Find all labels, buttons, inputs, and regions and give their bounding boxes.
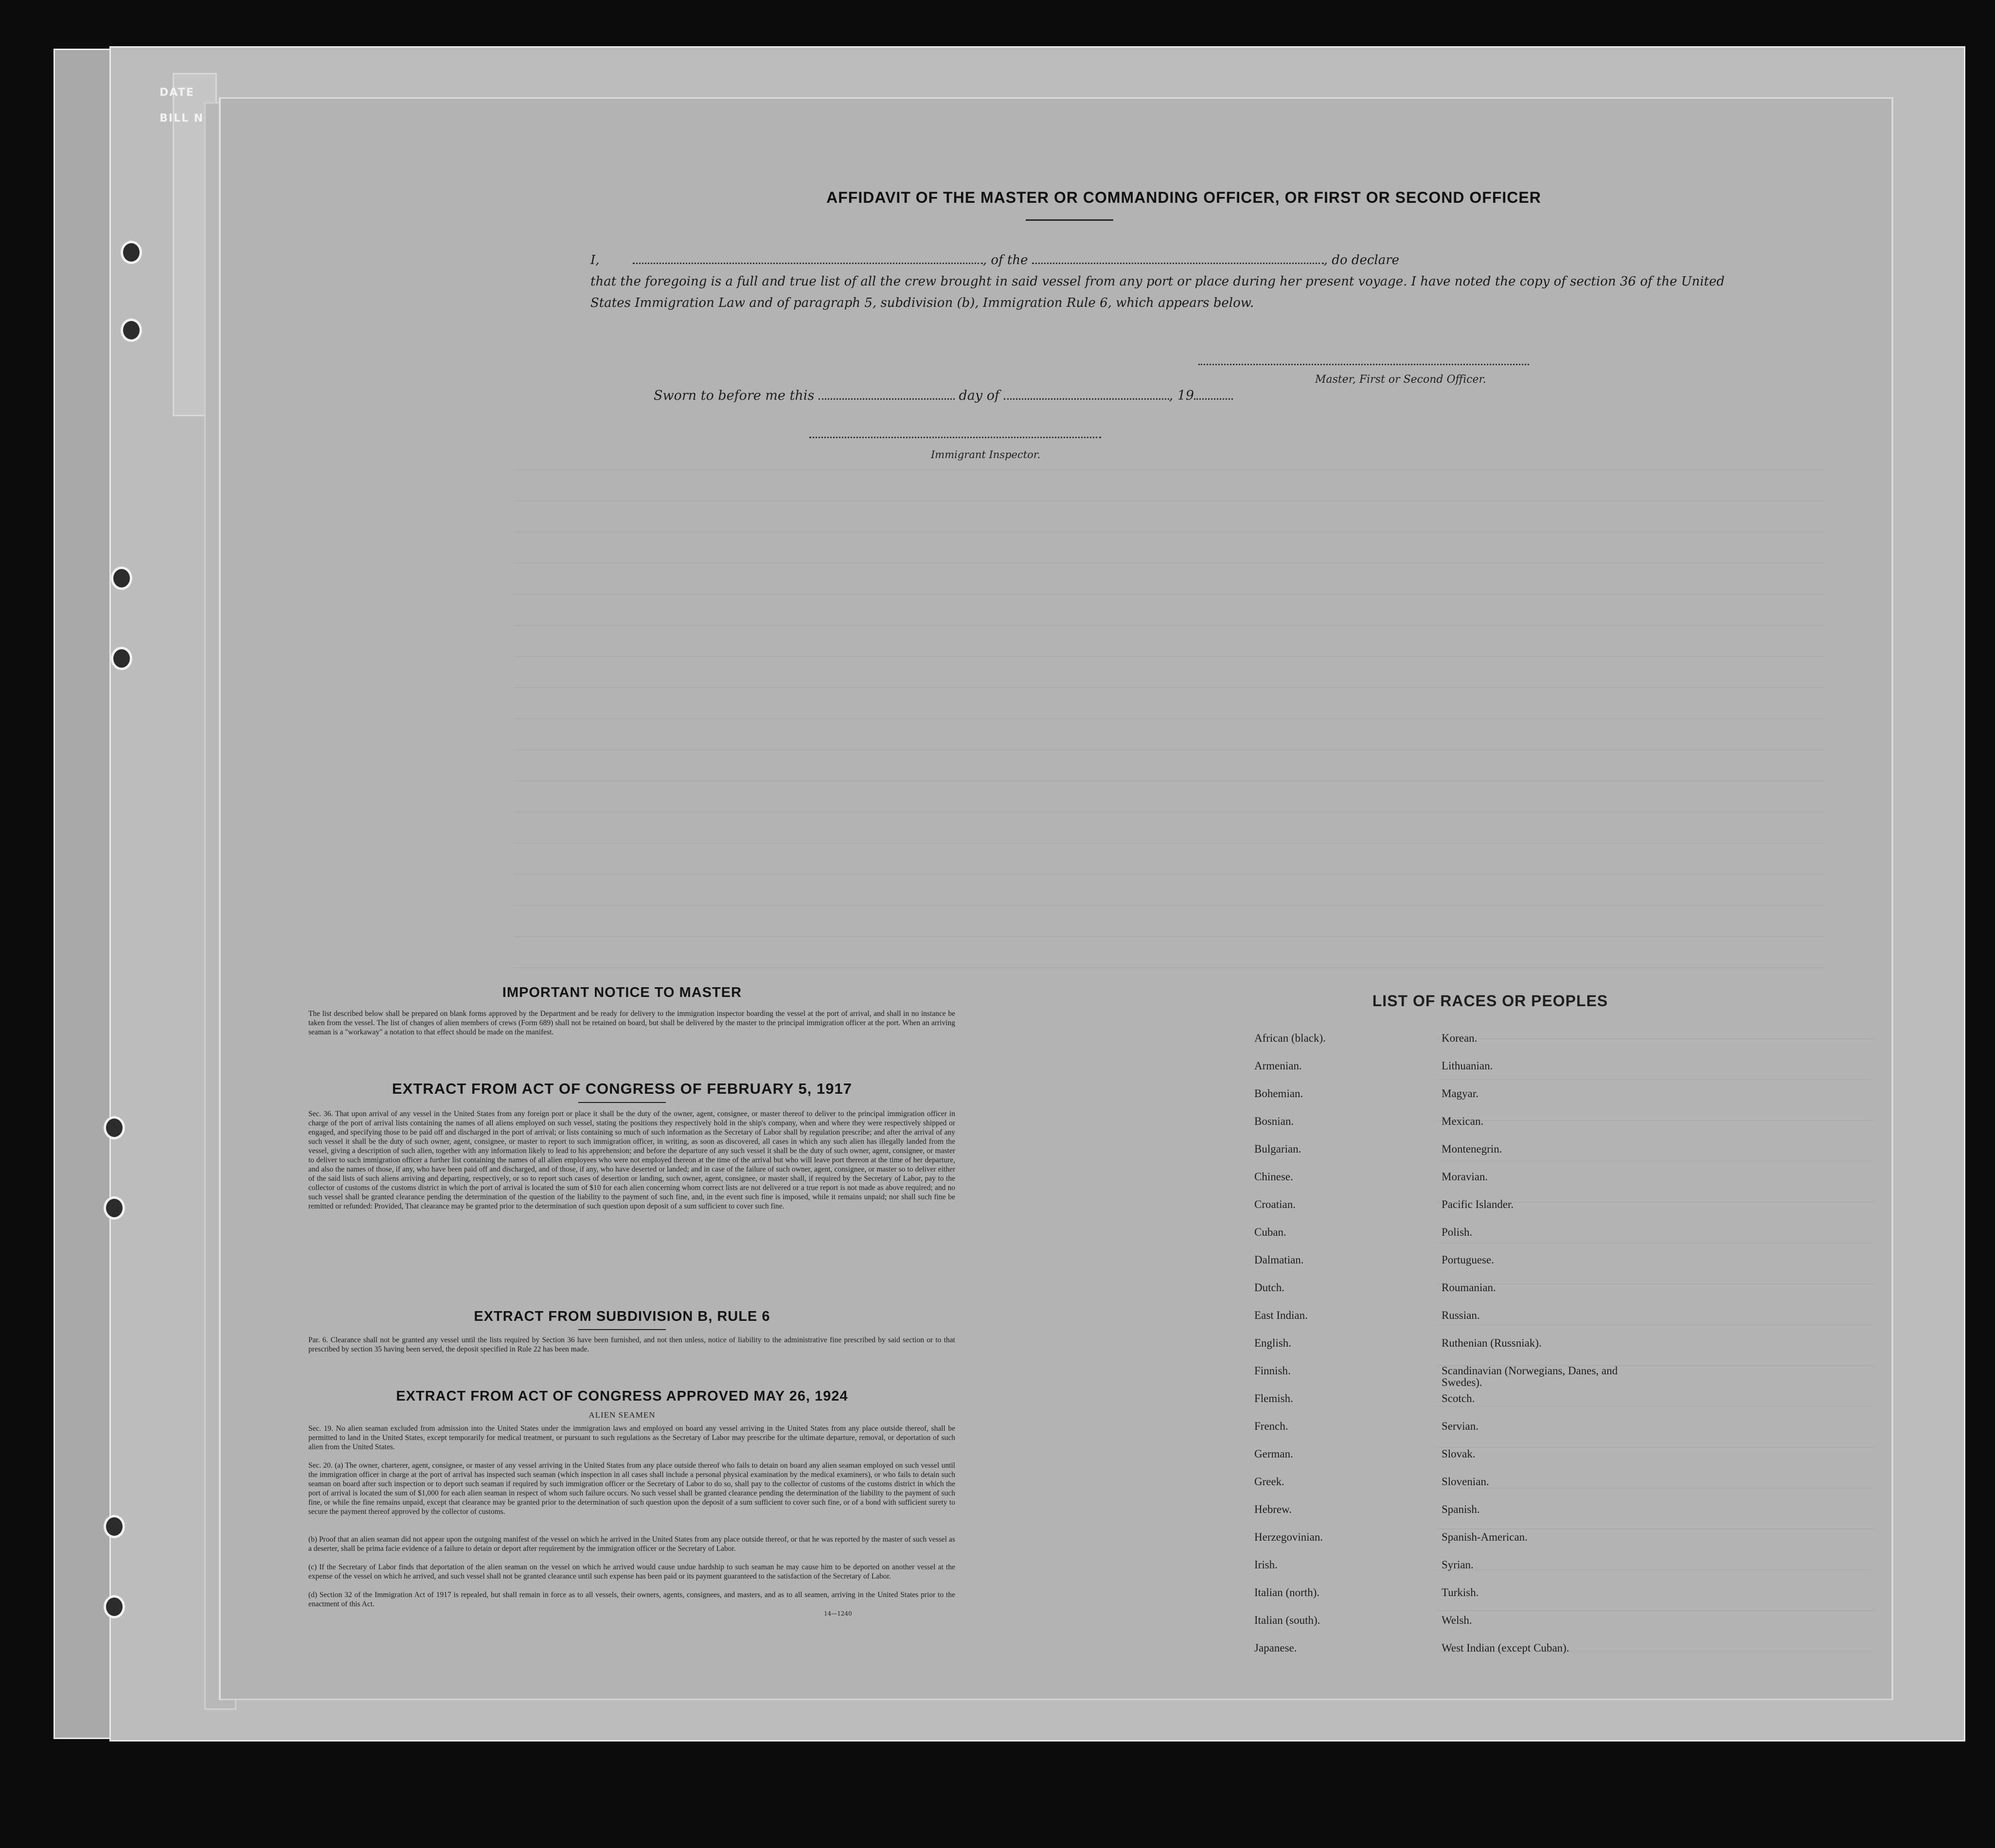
year-prefix: , 19 bbox=[1169, 388, 1194, 403]
race-item: Bohemian. bbox=[1254, 1087, 1303, 1100]
binder-hole-icon bbox=[121, 241, 142, 264]
extract-rule6-title: EXTRACT FROM SUBDIVISION B, RULE 6 bbox=[474, 1309, 770, 1324]
notice-body: The list described below shall be prepared on blank forms approved by the Department and be ready for delivery to the immigration inspector boarding the vessel at the port of arrival, and shall in no instance be taken from the vessel. The list of changes of alien members of crews (Form 689) shall not be retained on board, but shall be delivered by the master to the principal immigration officer at the port. When an arriving seaman is a "workaway" a notation to that effect should be made on the manifest. bbox=[308, 1010, 955, 1036]
binder-hole-icon bbox=[104, 1196, 125, 1220]
day-of-label: day of bbox=[959, 388, 999, 403]
race-item: Roumanian. bbox=[1442, 1281, 1496, 1294]
notice-title: IMPORTANT NOTICE TO MASTER bbox=[502, 985, 742, 1000]
extract-1924-sec20d: (d) Section 32 of the Immigration Act of 1917 is repealed, but shall remain in force as to all vessels, their owners, agents, consignees, and masters, and as to all seamen, arriving in the United States prior to the enactment of this Act. bbox=[308, 1591, 955, 1608]
extract-1924-sec20b: (b) Proof that an alien seaman did not appear upon the outgoing manifest of the vessel on which he arrived in the United States from any place outside thereof, or that he was reported by the master of such vessel as a deserter, shall be prima facie evidence of a failure to detain or deport after requirement by the immigration officer or the Secretary of Labor. bbox=[308, 1535, 955, 1553]
race-item: Korean. bbox=[1442, 1032, 1478, 1044]
affidavit-body bbox=[590, 249, 1738, 314]
race-item: Pacific Islander. bbox=[1442, 1198, 1514, 1210]
sworn-line bbox=[654, 388, 1233, 403]
race-item: Italian (south). bbox=[1254, 1614, 1320, 1626]
affidavit-of-the: , of the bbox=[982, 253, 1028, 267]
binder-hole-icon bbox=[104, 1116, 125, 1139]
race-item: Portuguese. bbox=[1442, 1254, 1494, 1266]
race-item: Magyar. bbox=[1442, 1087, 1479, 1100]
race-item: Polish. bbox=[1442, 1226, 1473, 1238]
month-blank[interactable] bbox=[1004, 389, 1169, 400]
inspector-signature-line[interactable] bbox=[809, 437, 1101, 438]
extract-1917-title: EXTRACT FROM ACT OF CONGRESS OF FEBRUARY 5, 1917 bbox=[392, 1080, 852, 1097]
race-item: Scotch. bbox=[1442, 1392, 1475, 1404]
binder-hole-icon bbox=[104, 1515, 125, 1538]
race-item: German. bbox=[1254, 1448, 1293, 1460]
binder-hole-icon bbox=[111, 567, 132, 590]
affidavit-title: AFFIDAVIT OF THE MASTER OR COMMANDING OFFICER, OR FIRST OR SECOND OFFICER bbox=[826, 189, 1541, 206]
race-item: Hebrew. bbox=[1254, 1503, 1292, 1515]
race-item: Armenian. bbox=[1254, 1060, 1302, 1072]
race-item: French. bbox=[1254, 1420, 1288, 1432]
race-item: Irish. bbox=[1254, 1559, 1278, 1571]
race-item: Dalmatian. bbox=[1254, 1254, 1304, 1266]
race-item: Mexican. bbox=[1442, 1115, 1484, 1127]
binder-hole-icon bbox=[111, 647, 132, 670]
race-item: Italian (north). bbox=[1254, 1586, 1320, 1599]
extract-1924-sec20c: (c) If the Secretary of Labor finds that deportation of the alien seaman on the vessel on which he arrived would cause undue hardship to such seaman he may cause him to be deported on another vessel at the expense of the vessel on which he arrived, and such vessel shall not be granted clearance until such expense has been paid or its payment guaranteed to the satisfaction of the Secretary of Labor. bbox=[308, 1563, 955, 1581]
race-item: Japanese. bbox=[1254, 1642, 1297, 1654]
extract-1924-title: EXTRACT FROM ACT OF CONGRESS APPROVED MAY 26, 1924 bbox=[396, 1388, 848, 1404]
alien-seamen-subtitle: ALIEN SEAMEN bbox=[588, 1410, 656, 1420]
manifest-page bbox=[219, 97, 1893, 1700]
race-item: Slovenian. bbox=[1442, 1475, 1489, 1488]
races-list-right bbox=[1442, 1032, 1651, 1670]
affidavit-do-declare: , do declare bbox=[1323, 253, 1400, 267]
races-title: LIST OF RACES OR PEOPLES bbox=[1372, 992, 1608, 1010]
race-item: Russian. bbox=[1442, 1309, 1480, 1321]
race-item: Syrian. bbox=[1442, 1559, 1474, 1571]
binder-hole-icon bbox=[104, 1595, 125, 1618]
show-through-rows bbox=[513, 439, 1826, 974]
edge-label-date: DATE bbox=[160, 87, 195, 99]
race-item: Finnish. bbox=[1254, 1365, 1291, 1377]
race-item: Ruthenian (Russniak). bbox=[1442, 1337, 1542, 1349]
race-item: African (black). bbox=[1254, 1032, 1326, 1044]
race-item: Turkish. bbox=[1442, 1586, 1479, 1599]
race-item: Welsh. bbox=[1442, 1614, 1472, 1626]
form-number: 14—1240 bbox=[824, 1610, 852, 1617]
binder-hole-icon bbox=[121, 319, 142, 342]
year-blank[interactable] bbox=[1194, 389, 1233, 400]
race-item: Chinese. bbox=[1254, 1171, 1293, 1183]
race-item: Flemish. bbox=[1254, 1392, 1293, 1404]
show-through-heading bbox=[707, 162, 1777, 181]
race-item: Montenegrin. bbox=[1442, 1143, 1502, 1155]
race-item: Moravian. bbox=[1442, 1171, 1488, 1183]
race-item: Scandinavian (Norwegians, Danes, and Swedes). bbox=[1442, 1365, 1618, 1388]
race-item: Herzegovinian. bbox=[1254, 1531, 1323, 1543]
day-blank[interactable] bbox=[819, 389, 955, 400]
race-item: Spanish. bbox=[1442, 1503, 1480, 1515]
race-item: West Indian (except Cuban). bbox=[1442, 1642, 1569, 1654]
affidavit-declaration-line bbox=[590, 249, 1738, 271]
edge-label-bill: BILL N bbox=[160, 112, 204, 124]
race-item: Spanish-American. bbox=[1442, 1531, 1528, 1543]
race-item: English. bbox=[1254, 1337, 1292, 1349]
races-list-left bbox=[1254, 1032, 1400, 1670]
race-item: Bulgarian. bbox=[1254, 1143, 1301, 1155]
extract-rule6-body: Par. 6. Clearance shall not be granted any vessel until the lists required by Section 36 have been furnished, and not then unless, notice of liability to the administrative fine prescribed by said section or to that prescribed by section 35 having been served, the deposit specified in Rule 22 has been made. bbox=[308, 1336, 955, 1353]
section-rule bbox=[578, 1329, 666, 1330]
extract-1917-body: Sec. 36. That upon arrival of any vessel in the United States from any foreign port or place it shall be the duty of the owner, agent, consignee, or master thereof to deliver to the principal immigration officer in charge of the port of arrival lists containing the names of all aliens employed on such vessel, stating the positions they respectively hold in the ship's company, when and where they were respectively shipped or engaged, and specifying those to be paid off and discharged in the port of arrival; or lists containing so much of such information as the Secretary of Labor shall by regulation prescribe; and after the arrival of any such vessel it shall be the duty of such owner, agent, consignee, or master to report to such immigration officer, in writing, as soon as discovered, all cases in which any such alien has illegally landed from the vessel, giving a description of such alien, together with any information likely to lead to his apprehension; and before the departure of any such vessel it shall be the duty of such owner, agent, consignee, or master to deliver to such immigration officer a further list containing the names of all alien employees who were not employed thereon at the time of the arrival but who will leave port thereon at the time of her departure, and also the names of those, if any, who have been paid off and discharged, and of those, if any, who have deserted or landed; and in case of the failure of such owner, agent, consignee, or master so to deliver either of the said lists of such aliens arriving and departing, respectively, or so to report such cases of desertion or landing, such owner, agent, consignee, or master shall, if required by the Secretary of Labor, pay to the collector of customs of the customs district in which the port of arrival is located the sum of $10 for each alien concerning whom correct lists are not delivered or a true report is not made as above required; and no such vessel shall be granted clearance pending the determination of the question of the liability to the payment of such fine, and, in the event such fine is imposed, while it remains unpaid; nor shall such fine be remitted or refunded: Provided, That clearance may be granted prior to the determination of such question upon deposit of a sum sufficient to cover such fine. bbox=[308, 1110, 955, 1210]
title-rule bbox=[1026, 219, 1113, 221]
race-item: Bosnian. bbox=[1254, 1115, 1294, 1127]
section-rule bbox=[578, 1102, 666, 1103]
race-item: East Indian. bbox=[1254, 1309, 1308, 1321]
race-item: Slovak. bbox=[1442, 1448, 1476, 1460]
signature-caption: Master, First or Second Officer. bbox=[1315, 373, 1486, 386]
race-item: Cuban. bbox=[1254, 1226, 1286, 1238]
extract-1924-sec20a: Sec. 20. (a) The owner, charterer, agent, consignee, or master of any vessel arriving in the United States from any place outside thereof who fails to detain on board any alien seaman employed on such vessel until the immigration officer in charge at the port of arrival has inspected such seaman (which inspection in all cases shall include a personal physical examination by the medical examiners), or who fails to detain such seaman on board after such inspection or to deport such seaman if required by such immigration officer or the Secretary of Labor to do so, shall pay to the collector of customs of the customs district in which the port of arrival is located the sum of $1,000 for each alien seaman in respect of whom such failure occurs. No such vessel shall be granted clearance pending the determination of the liability to the payment of such fine, or while the fine remains unpaid, except that clearance may be granted prior to the determination of such question upon the deposit of a sum sufficient to cover such fine, or of a bond with sufficient surety to secure the payment thereof approved by the collector of customs. bbox=[308, 1461, 955, 1516]
signature-line[interactable] bbox=[1198, 364, 1529, 365]
extract-1924-sec19: Sec. 19. No alien seaman excluded from admission into the United States under the immigration laws and employed on board any vessel arriving in the United States from any place outside thereof, shall be permitted to land in the United States, except temporarily for medical treatment, or pursuant to such regulations as the Secretary of Labor may prescribe for the ultimate departure, removal, or deportation of such alien from the United States. bbox=[308, 1424, 955, 1451]
race-item: Lithuanian. bbox=[1442, 1060, 1493, 1072]
race-item: Greek. bbox=[1254, 1475, 1284, 1488]
affidavit-statement: that the foregoing is a full and true list of all the crew brought in said vessel from any port or place during her present voyage. I have noted the copy of section 36 of the United States Immigration Law and of paragraph 5, subdivision (b), Immigration Rule 6, which appears below. bbox=[590, 274, 1725, 310]
affidavit-i-label: I, bbox=[590, 253, 600, 267]
race-item: Dutch. bbox=[1254, 1281, 1284, 1294]
inspector-caption: Immigrant Inspector. bbox=[931, 449, 1041, 461]
sworn-prefix: Sworn to before me this bbox=[654, 388, 815, 403]
name-blank[interactable] bbox=[633, 253, 983, 264]
race-item: Servian. bbox=[1442, 1420, 1479, 1432]
race-item: Croatian. bbox=[1254, 1198, 1296, 1210]
vessel-blank[interactable] bbox=[1032, 253, 1324, 264]
